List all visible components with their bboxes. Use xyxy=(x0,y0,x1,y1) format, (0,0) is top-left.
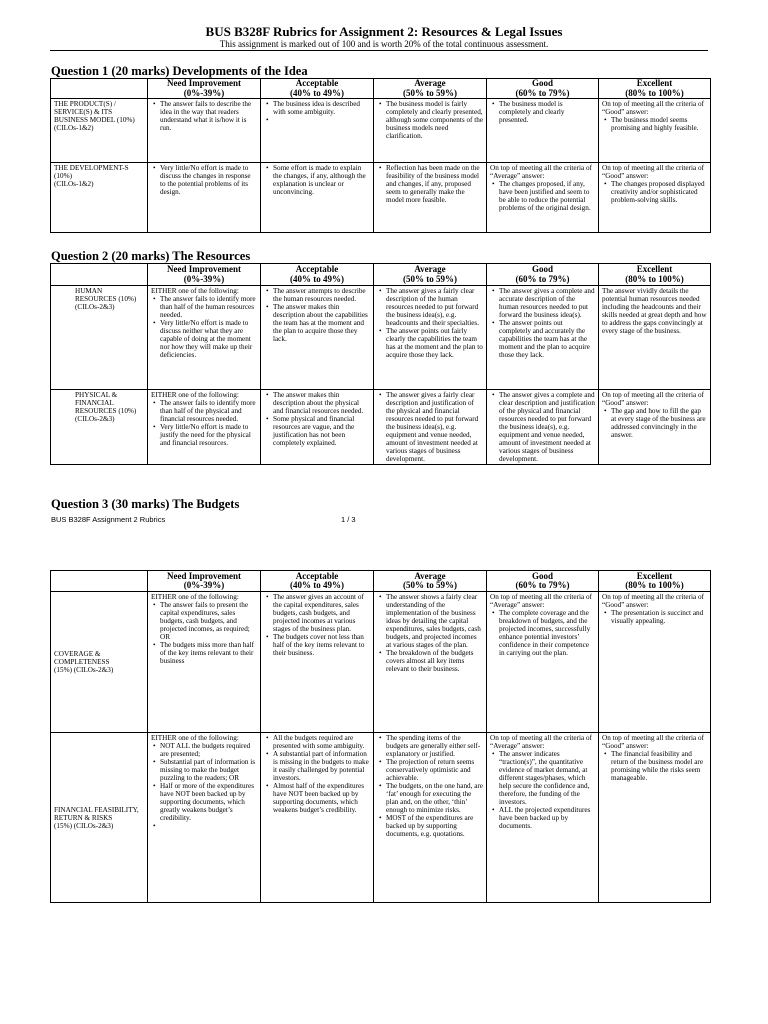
criterion-cell: THE PRODUCT(S) / SERVICE(S) & ITS BUSINESS MODEL (10%) (CILOs-1&2) xyxy=(51,99,148,163)
rubric-cell: • The answer gives a fairly clear description of the human resources needed to put forward the business idea(s), e.g. headcounts and their specialties. • The answer points out fairly clearly the capabilities the team has at the moment and the plan to acquire those they lack. xyxy=(374,286,487,390)
q3-rubric-table xyxy=(50,570,711,903)
rubric-cell: • The business model is fairly completely and clearly presented, although some components of the business models need clarification. xyxy=(374,99,487,163)
rubric-cell: • Reflection has been made on the feasibility of the business model and changes, if any, proposed seem to generally make the model more feasible. xyxy=(374,163,487,233)
q3-header-row xyxy=(51,571,711,592)
footer-doc-name: BUS B328F Assignment 2 Rubrics xyxy=(51,515,166,524)
rubric-cell: • Some effort is made to explain the changes, if any, although the explanation is unclear or unconvincing. xyxy=(261,163,374,233)
q3-corner-cell xyxy=(51,571,148,592)
rubric-cell: On top of meeting all the criteria of “Good” answer: • The business model seems promising and highly feasible. xyxy=(599,99,711,163)
rubric-cell: On top of meeting all the criteria of “Average” answer: • The complete coverage and the breakdown of budgets, and the projected incomes, successfully enhance potential investors’ confidence in their competence in carrying out the plan. xyxy=(487,592,599,733)
rubric-cell: On top of meeting all the criteria of “Good” answer: • The financial feasibility and return of the business model are promising while the risks seem manageable. xyxy=(599,733,711,903)
q2-corner-cell xyxy=(51,264,148,286)
q2-col-good: Good (60% to 79%) xyxy=(487,264,599,286)
q3-heading: Question 3 (30 marks) The Budgets xyxy=(51,497,240,511)
q1-col-acceptable: Acceptable (40% to 49%) xyxy=(261,79,374,99)
q1-rubric-table xyxy=(50,78,711,233)
q3-col-good: Good (60% to 79%) xyxy=(487,571,599,592)
criterion-cell: HUMAN RESOURCES (10%) (CILOs-2&3) xyxy=(51,286,148,390)
q2-col-average: Average (50% to 59%) xyxy=(374,264,487,286)
page-footer xyxy=(51,515,361,524)
rubric-cell: • The spending items of the budgets are generally either self-explanatory or justified. • The projection of return seems conservatively optimistic and achievable. • The budgets, on the one hand, are ‘fat’ enough for executing the plan and, on the other, ‘thin’ enough to minimize risks. • MOST of the expenditures are backed up by supporting documents, e.g. quotations. xyxy=(374,733,487,903)
criterion-cell: COVERAGE & COMPLETENESS (15%) (CILOs-2&3) xyxy=(51,592,148,733)
rubric-cell: • The answer gives an account of the capital expenditures, sales budgets, cash budgets, and projected incomes at various stages of the business plan. • The budgets cover not less than half of the key items relevant to their business. xyxy=(261,592,374,733)
criterion-cell: PHYSICAL & FINANCIAL RESOURCES (10%) (CILOs-2&3) xyxy=(51,390,148,465)
q2-row-physical-financial xyxy=(51,390,711,465)
title-rule xyxy=(50,50,708,51)
rubric-cell: • The business model is completely and clearly presented. xyxy=(487,99,599,163)
rubric-cell: EITHER one of the following: • The answer fails to identify more than half of the human resources needed. • Very little/No effort is made to discuss neither what they are capable of doing at the moment nor how they will make up their deficiencies. xyxy=(148,286,261,390)
q2-heading: Question 2 (20 marks) The Resources xyxy=(51,249,251,263)
rubric-cell: EITHER one of the following: • The answer fails to identify more than half of the physical and financial resources needed. • Very little/No effort is made to justify the need for the physical and financial resources. xyxy=(148,390,261,465)
rubric-cell: • The answer fails to describe the idea in the way that readers understand what it is/how it is run. xyxy=(148,99,261,163)
rubric-cell: On top of meeting all the criteria of “Average” answer: • The changes proposed, if any, have been justified and seem to be able to reduce the potential problems of the original design. xyxy=(487,163,599,233)
rubric-cell: • The answer gives a complete and accurate description of the human resources needed to put forward the business idea(s). • The answer points out completely and accurately the capabilities the team has at the moment and the plan to acquire those they lack. xyxy=(487,286,599,390)
q1-col-need-improvement: Need Improvement (0%-39%) xyxy=(148,79,261,99)
criterion-cell: THE DEVELOPMENT-S (10%) (CILOs-1&2) xyxy=(51,163,148,233)
q1-col-average: Average (50% to 59%) xyxy=(374,79,487,99)
rubric-cell: • The answer makes thin description about the physical and financial resources needed. • Some physical and financial resources are vague, and the justification has not been completely explained. xyxy=(261,390,374,465)
footer-page-number: 1 / 3 xyxy=(341,515,356,524)
q1-row-product xyxy=(51,99,711,163)
q2-col-excellent: Excellent (80% to 100%) xyxy=(599,264,711,286)
q3-col-acceptable: Acceptable (40% to 49%) xyxy=(261,571,374,592)
q2-col-acceptable: Acceptable (40% to 49%) xyxy=(261,264,374,286)
q2-col-need-improvement: Need Improvement (0%-39%) xyxy=(148,264,261,286)
rubric-cell: On top of meeting all the criteria of “Good” answer: • The changes proposed displayed creativity and/or sophisticated problem-solving skills. xyxy=(599,163,711,233)
q1-row-developments xyxy=(51,163,711,233)
rubric-cell: • The business idea is described with some ambiguity. xyxy=(261,99,374,163)
q3-col-need-improvement: Need Improvement (0%-39%) xyxy=(148,571,261,592)
q1-corner-cell xyxy=(51,79,148,99)
rubric-cell: • Very little/No effort is made to discuss the changes in response to the potential problems of its design. xyxy=(148,163,261,233)
q1-col-excellent: Excellent (80% to 100%) xyxy=(599,79,711,99)
q3-col-excellent: Excellent (80% to 100%) xyxy=(599,571,711,592)
q2-header-row xyxy=(51,264,711,286)
document-subtitle: This assignment is marked out of 100 and is worth 20% of the total continuous assessment. xyxy=(219,39,549,49)
q3-col-average: Average (50% to 59%) xyxy=(374,571,487,592)
criterion-cell: FINANCIAL FEASIBILITY, RETURN & RISKS (15%) (CILOs-2&3) xyxy=(51,733,148,903)
rubric-cell: On top of meeting all the criteria of “Average” answer: • The answer indicates “traction(s)”, the quantitative evidence of market demand, at different stages/phases, which help secure the confidence and, therefore, the funding of the investors. • ALL the projected expenditures have been backed up by documents. xyxy=(487,733,599,903)
q2-rubric-table xyxy=(50,263,711,465)
rubric-cell: On top of meeting all the criteria of “Good” answer: • The gap and how to fill the gap at every stage of the business are addressed convincingly in the answer. xyxy=(599,390,711,465)
rubric-cell: • The answer attempts to describe the human resources needed. • The answer makes thin description about the capabilities the team has at the moment and the plan to acquire those they lack. xyxy=(261,286,374,390)
document-title: BUS B328F Rubrics for Assignment 2: Resources & Legal Issues xyxy=(205,24,563,39)
q1-col-good: Good (60% to 79%) xyxy=(487,79,599,99)
rubric-cell: • The answer gives a complete and clear description and justification of the physical and financial resources needed to put forward the business idea(s), e.g. equipment and venue needed, amount of investment needed at various stages of business development. xyxy=(487,390,599,465)
rubric-cell: • The answer shows a fairly clear understanding of the implementation of the business ideas by detailing the capital expenditures, sales budgets, cash budgets, and projected incomes at various stages of the plan. • The breakdown of the budgets covers almost all key items relevant to their business. xyxy=(374,592,487,733)
q2-row-human-resources xyxy=(51,286,711,390)
rubric-cell: On top of meeting all the criteria of “Good” answer: • The presentation is succinct and visually appealing. xyxy=(599,592,711,733)
q1-header-row xyxy=(51,79,711,99)
rubric-cell: • All the budgets required are presented with some ambiguity. • A substantial part of information is missing in the budgets to make it easily challenged by potential investors. • Almost half of the expenditures have NOT been backed up by supporting documents, which weakens budget’s credibility. xyxy=(261,733,374,903)
q1-heading: Question 1 (20 marks) Developments of the Idea xyxy=(51,64,308,78)
rubric-cell: • The answer gives a fairly clear description and justification of the physical and financial resources needed to put forward the business idea(s), e.g. equipment and venue needed, amount of investment needed at various stages of business development. xyxy=(374,390,487,465)
q3-row-coverage xyxy=(51,592,711,733)
rubric-cell: The answer vividly details the potential human resources needed including the headcounts and their skills needed at great depth and how to address the gaps convincingly at every stage of the business. xyxy=(599,286,711,390)
rubric-cell: EITHER one of the following: • The answer fails to present the capital expenditures, sales budgets, cash budgets, and projected incomes, as required; OR • The budgets miss more than half of the key items relevant to their business xyxy=(148,592,261,733)
q3-row-financial-feasibility xyxy=(51,733,711,903)
rubric-cell: EITHER one of the following: • NOT ALL the budgets required are presented; • Substantial part of information is missing to make the budget puzzling to the readers; OR • Half or more of the expenditures have NOT been backed up by supporting documents, which greatly weakens budget’s credibility. xyxy=(148,733,261,903)
